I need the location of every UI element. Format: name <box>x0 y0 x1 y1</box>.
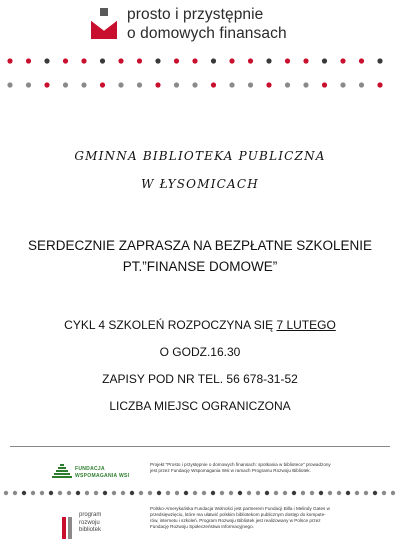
invitation-line1: SERDECZNIE ZAPRASZA NA BEZPŁATNE SZKOLENIE <box>27 238 373 253</box>
divider-dot <box>220 491 224 495</box>
divider-dot <box>346 491 350 495</box>
divider-dot <box>4 491 8 495</box>
divider-dot <box>85 491 89 495</box>
divider-dot <box>340 58 345 63</box>
cycle-start-text <box>0 318 400 332</box>
divider-dot <box>22 491 26 495</box>
divider-dot <box>211 491 215 495</box>
divider-dot <box>322 58 327 63</box>
cycle-prefix: CYKL 4 SZKOLEŃ ROZPOCZYNA SIĘ <box>64 318 277 332</box>
divider-dot <box>100 58 105 63</box>
divider-dot <box>266 58 271 63</box>
divider-dot <box>137 58 142 63</box>
divider-dot <box>202 491 206 495</box>
signup-phone-text: ZAPISY POD NR TEL. 56 678-31-52 <box>102 372 298 386</box>
divider-dot <box>364 491 368 495</box>
divider-dot <box>192 82 197 87</box>
divider-dot <box>118 82 123 87</box>
library-name-line1: GMINNA BIBLIOTEKA PUBLICZNA <box>74 149 326 163</box>
divider-dot <box>94 491 98 495</box>
divider-dot <box>81 82 86 87</box>
divider-dot <box>229 82 234 87</box>
divider-dot <box>373 491 377 495</box>
divider-dot <box>44 58 49 63</box>
divider-dot <box>58 491 62 495</box>
divider-dot <box>13 491 17 495</box>
divider-dot <box>76 491 80 495</box>
divider-dot <box>31 491 35 495</box>
divider-dot <box>130 491 134 495</box>
divider-dot <box>292 491 296 495</box>
divider-dot <box>137 82 142 87</box>
divider-dot <box>155 82 160 87</box>
divider-dot <box>166 491 170 495</box>
divider-dot <box>175 491 179 495</box>
divider-dot <box>265 491 269 495</box>
limited-seats-text: LICZBA MIEJSC OGRANICZONA <box>109 399 291 413</box>
divider-dot <box>229 491 233 495</box>
program-logo-line: program <box>79 512 102 518</box>
divider-dot <box>256 491 260 495</box>
divider-dot <box>355 491 359 495</box>
divider-dot <box>319 491 323 495</box>
divider-dot <box>112 491 116 495</box>
divider-dot <box>340 82 345 87</box>
divider-dot <box>67 491 71 495</box>
divider-dot <box>248 58 253 63</box>
program-description <box>150 506 330 530</box>
divider-dot <box>40 491 44 495</box>
project-description <box>150 462 331 474</box>
divider-dot <box>229 58 234 63</box>
project-description-line: jest przez Fundację Wspomagania Wsi w ramach Programu Rozwoju Bibliotek. <box>150 468 311 473</box>
divider-dot <box>100 82 105 87</box>
divider-dot <box>266 82 271 87</box>
divider-dot <box>81 58 86 63</box>
divider-dot <box>174 58 179 63</box>
foundation-name-line2: WSPOMAGANIA WSI <box>75 473 130 479</box>
divider-dot <box>139 491 143 495</box>
divider-dot <box>303 58 308 63</box>
program-description-line: Fundację Rozwoju Społeczeństwa Informacyjnego. <box>150 524 254 529</box>
divider-dot <box>328 491 332 495</box>
dotted-divider-footer <box>0 489 400 497</box>
divider-dot <box>359 82 364 87</box>
divider-dot <box>322 82 327 87</box>
divider-dot <box>274 491 278 495</box>
library-name-line2: W ŁYSOMICACH <box>141 177 259 191</box>
divider-dot <box>155 58 160 63</box>
program-logo-text <box>79 512 101 535</box>
program-logo-icon <box>60 515 74 541</box>
cycle-date: 7 LUTEGO <box>276 318 336 332</box>
divider-dot <box>157 491 161 495</box>
divider-dot <box>44 82 49 87</box>
divider-dot <box>7 58 12 63</box>
divider-dot <box>148 491 152 495</box>
divider-dot <box>63 58 68 63</box>
divider-dot <box>391 491 395 495</box>
envelope-logo-icon <box>90 8 118 40</box>
divider-dot <box>26 82 31 87</box>
dotted-divider-top <box>0 57 400 65</box>
divider-dot <box>377 82 382 87</box>
foundation-name-line1: FUNDACJA <box>75 466 105 472</box>
divider-dot <box>247 491 251 495</box>
program-description-line: przedsięwzięciu, które ma ułatwić polskim bibliotekom publicznym dostęp do kompute- <box>150 512 326 517</box>
logo-title-line2: o domowych finansach <box>127 25 287 42</box>
divider-dot <box>285 58 290 63</box>
divider-dot <box>377 58 382 63</box>
divider-dot <box>49 491 53 495</box>
time-text: O GODZ.16.30 <box>159 345 241 359</box>
divider-dot <box>359 58 364 63</box>
divider-dot <box>211 58 216 63</box>
divider-dot <box>121 491 125 495</box>
divider-dot <box>192 58 197 63</box>
logo-title-line1: prosto i przystępnie <box>127 6 264 23</box>
dotted-divider-middle <box>0 81 400 89</box>
foundation-wheat-logo-icon <box>50 461 125 483</box>
divider-dot <box>103 491 107 495</box>
divider-dot <box>310 491 314 495</box>
divider-dot <box>118 58 123 63</box>
divider-dot <box>285 82 290 87</box>
divider-dot <box>184 491 188 495</box>
invitation-line2: PT.”FINANSE DOMOWE” <box>122 259 278 274</box>
divider-dot <box>337 491 341 495</box>
divider-dot <box>63 82 68 87</box>
divider-dot <box>193 491 197 495</box>
divider-dot <box>238 491 242 495</box>
divider-dot <box>248 82 253 87</box>
divider-dot <box>382 491 386 495</box>
program-description-line: Polsko-Amerykańska Fundacja Wolności jest partnerem Fundacji Billa i Melindy Gates w <box>150 506 330 511</box>
program-logo-line: rozwoju <box>79 519 100 526</box>
divider-dot <box>283 491 287 495</box>
divider-dot <box>303 82 308 87</box>
divider-dot <box>26 58 31 63</box>
project-description-line: Projekt "Prosto i przystępnie o domowych finansach: spotkania w bibliotece" prowadzony <box>150 462 331 467</box>
divider-dot <box>301 491 305 495</box>
divider-dot <box>174 82 179 87</box>
program-logo-line: bibliotek <box>79 527 102 533</box>
program-description-line: rów, internetu i szkoleń. Program Rozwoju Bibliotek jest realizowany w Polsce przez <box>150 518 321 523</box>
footer-divider <box>10 446 390 447</box>
divider-dot <box>211 82 216 87</box>
divider-dot <box>7 82 12 87</box>
